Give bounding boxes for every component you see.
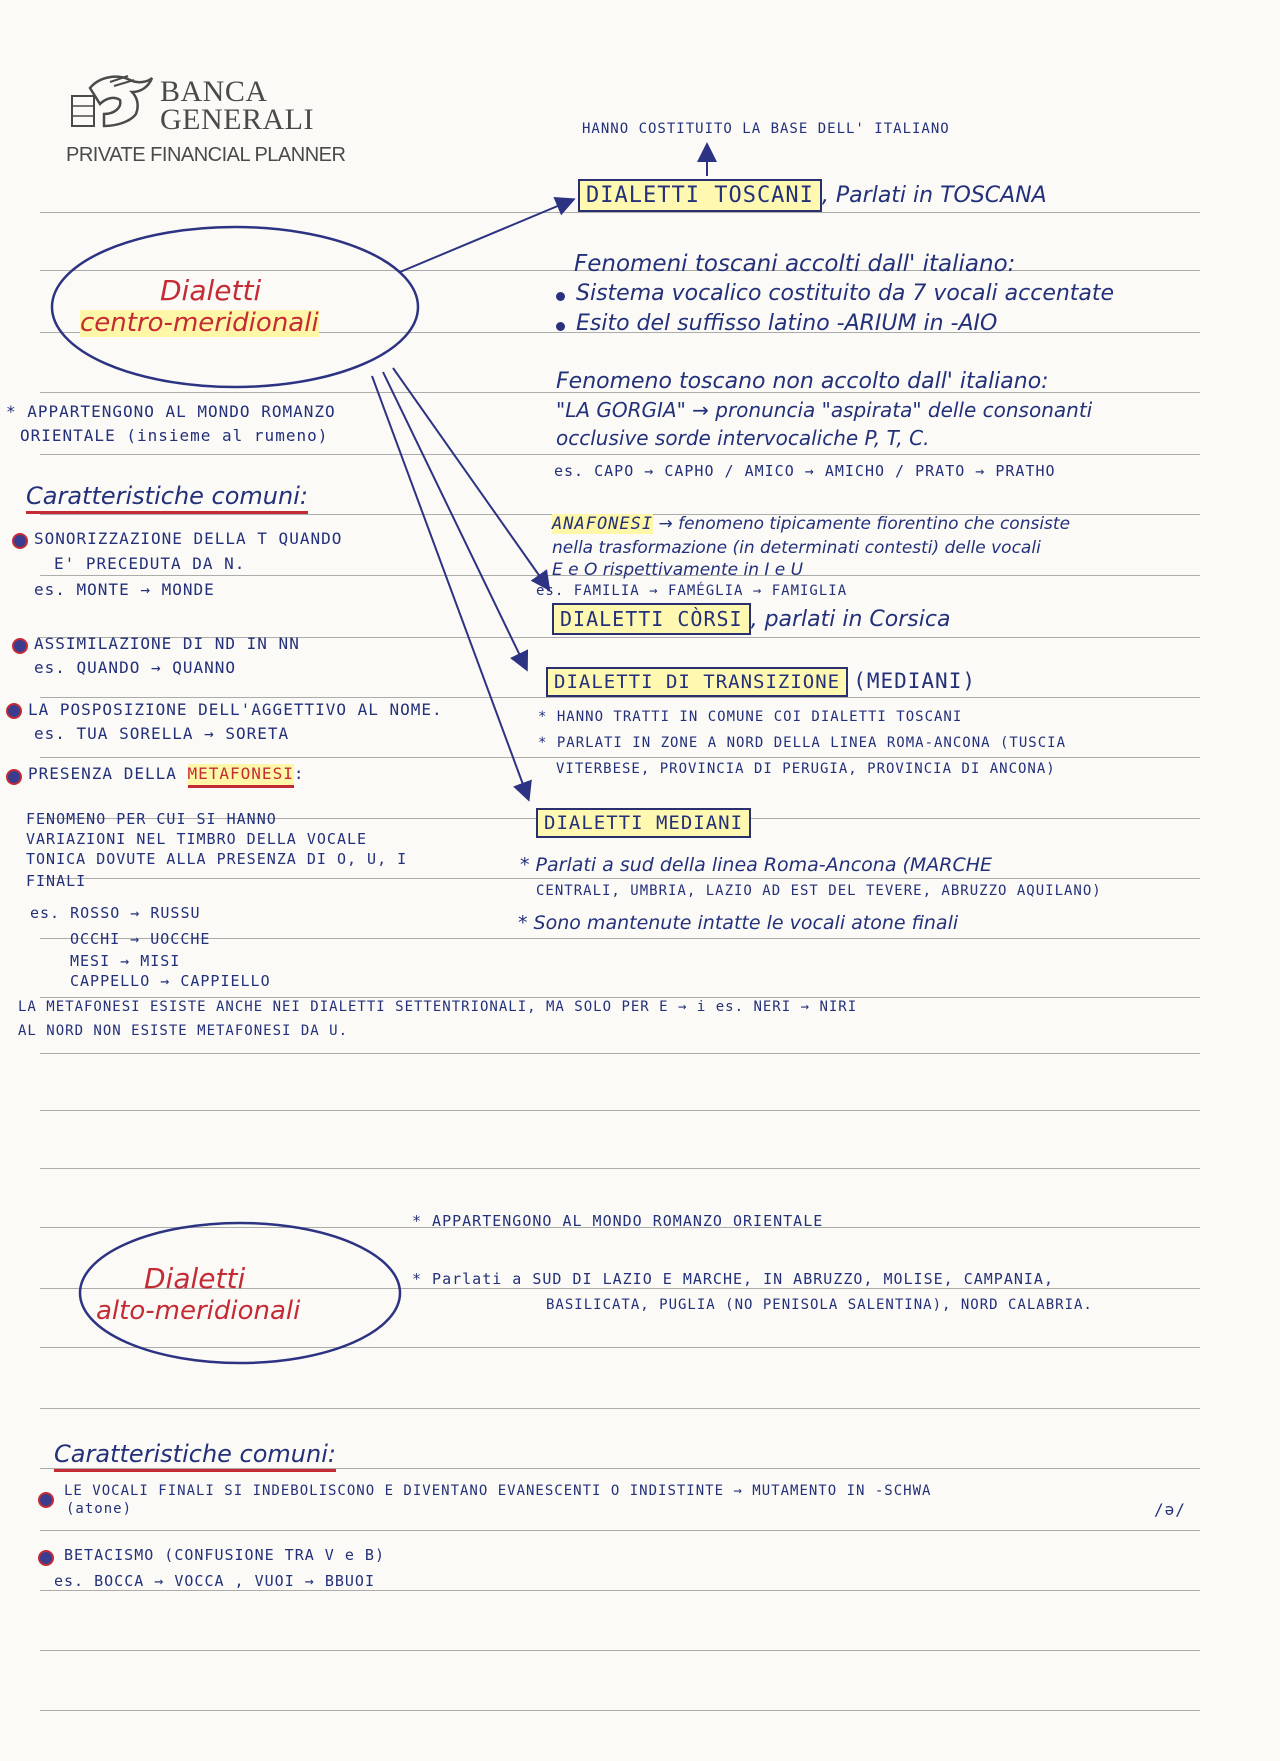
meta-note-2: AL NORD NON ESISTE METAFONESI DA U.	[18, 1023, 349, 1039]
meta-note-1: LA METAFONESI ESISTE ANCHE NEI DIALETTI SETTENTRIONALI, MA SOLO PER E → i es. NERI → NIRI	[18, 999, 858, 1015]
mediani-box: DIALETTI MEDIANI	[536, 808, 751, 838]
toscani-after: , Parlati in TOSCANA	[821, 183, 1047, 208]
accolti-title: Fenomeni toscani accolti dall' italiano:	[574, 251, 1016, 277]
toscani-box: DIALETTI TOSCANI	[578, 179, 822, 212]
mediani-note-2: CENTRALI, UMBRIA, LAZIO AD EST DEL TEVERE, ABRUZZO AQUILANO)	[536, 883, 1102, 899]
arrow-to-transizione	[383, 372, 526, 668]
transizione-note-1: * HANNO TRATTI IN COMUNE COI DIALETTI TOSCANI	[538, 709, 963, 725]
alto-feat1-line-b: (atone)	[66, 1501, 133, 1517]
meta-example-2: OCCHI → UOCCHE	[70, 930, 211, 948]
bullet-icon	[14, 640, 26, 652]
feat1-line-c: es. MONTE → MONDE	[34, 580, 215, 599]
meta-def-1: FENOMENO PER CUI SI HANNO	[26, 810, 277, 828]
mediani-note-3: * Sono mantenute intatte le vocali atone finali	[518, 912, 959, 934]
feat4-post: :	[293, 764, 305, 783]
feat2-line-b: es. QUANDO → QUANNO	[34, 658, 237, 677]
mediani-line	[536, 814, 751, 834]
arrow-to-mediani	[372, 376, 528, 798]
transizione-after: (MEDIANI)	[853, 669, 976, 693]
arrow-to-toscani	[400, 200, 572, 272]
bullet-icon	[40, 1552, 52, 1564]
feat3-line-b: es. TUA SORELLA → SORETA	[34, 724, 290, 743]
transizione-box: DIALETTI DI TRANSIZIONE	[546, 667, 848, 697]
left-note-line1: * APPARTENGONO AL MONDO ROMANZO	[6, 402, 336, 421]
accolti-item-2: Esito del suffisso latino -ARIUM in -AIO	[576, 311, 998, 336]
anafonesi-line-2: nella trasformazione (in determinati contesti) delle vocali	[552, 538, 1041, 558]
alto-feat1-schwa: /ə/	[1154, 1500, 1186, 1519]
feat2-line-a: ASSIMILAZIONE DI ND IN NN	[34, 634, 300, 653]
alto-note-2b: BASILICATA, PUGLIA (NO PENISOLA SALENTINA), NORD CALABRIA.	[546, 1297, 1093, 1313]
meta-def-4: FINALI	[26, 872, 87, 890]
alto-feat1-line-a: LE VOCALI FINALI SI INDEBOLISCONO E DIVENTANO EVANESCENTI O INDISTINTE → MUTAMENTO IN -SCHWA	[64, 1483, 932, 1499]
anafonesi-line-1	[552, 516, 1070, 534]
corsi-after: , parlati in Corsica	[750, 607, 951, 632]
metafonesi-highlight: METAFONESI	[188, 764, 294, 788]
gorgia-line-2: occlusive sorde intervocaliche P, T, C.	[556, 426, 930, 450]
anafonesi-def: → fenomeno tipicamente fiorentino che consiste	[653, 514, 1071, 534]
circle-centro-meridionali	[52, 227, 418, 387]
alto-note-2a: * Parlati a SUD DI LAZIO E MARCHE, IN ABRUZZO, MOLISE, CAMPANIA,	[412, 1270, 1054, 1288]
logo-title-line2: GENERALI	[160, 103, 314, 136]
bullet-icon	[8, 705, 20, 717]
logo-subtitle: PRIVATE FINANCIAL PLANNER	[66, 144, 346, 166]
left-note-line2: ORIENTALE (insieme al rumeno)	[20, 426, 329, 445]
corsi-line	[552, 608, 950, 631]
feat1-line-b: E' PRECEDUTA DA N.	[54, 554, 246, 573]
features-title-1: Caratteristiche comuni:	[26, 484, 308, 514]
meta-example-3: MESI → MISI	[70, 952, 181, 970]
circle2-title-line1: Dialetti	[144, 1262, 246, 1295]
toscani-line	[578, 182, 1047, 207]
circle1-title-line2: centro-meridionali	[80, 308, 319, 338]
accolti-item-1: Sistema vocalico costituito da 7 vocali accentate	[576, 281, 1115, 306]
bullet-icon	[40, 1494, 52, 1506]
anafonesi-highlight: ANAFONESI	[552, 514, 654, 534]
feat4-pre: PRESENZA DELLA	[28, 764, 177, 783]
gorgia-example: es. CAPO → CAPHO / AMICO → AMICHO / PRATO → PRATHO	[554, 462, 1056, 480]
feat3-line-a: LA POSPOSIZIONE DELL'AGGETTIVO AL NOME.	[28, 700, 443, 719]
meta-def-2: VARIAZIONI NEL TIMBRO DELLA VOCALE	[26, 830, 368, 848]
circle2-title-line2: alto-meridionali	[96, 1296, 301, 1326]
bullet-icon	[556, 322, 565, 331]
anafonesi-example: es. FAMILIA → FAMÉGLIA → FAMIGLIA	[536, 583, 848, 599]
transizione-line	[546, 670, 976, 693]
meta-def-3: TONICA DOVUTE ALLA PRESENZA DI O, U, I	[26, 850, 408, 868]
bullet-icon	[8, 771, 20, 783]
base-italiano-note: HANNO COSTITUITO LA BASE DELL' ITALIANO	[582, 121, 950, 137]
logo-title-line1: BANCA	[160, 75, 268, 108]
alto-feat2-line-b: es. BOCCA → VOCCA , VUOI → BBUOI	[54, 1572, 375, 1590]
circle1-title-line1: Dialetti	[160, 274, 262, 307]
non-accolto-title: Fenomeno toscano non accolto dall' italiano:	[556, 369, 1049, 394]
features-title-2: Caratteristiche comuni:	[54, 1442, 336, 1472]
feat4-line	[28, 766, 304, 783]
bullet-icon	[556, 292, 565, 301]
anafonesi-line-3: E e O rispettivamente in I e U	[552, 560, 804, 580]
alto-feat2-line-a: BETACISMO (CONFUSIONE TRA V e B)	[64, 1546, 385, 1564]
transizione-note-2: * PARLATI IN ZONE A NORD DELLA LINEA ROMA-ANCONA (TUSCIA	[538, 735, 1067, 751]
meta-example-1: es. ROSSO → RUSSU	[30, 904, 201, 922]
meta-example-4: CAPPELLO → CAPPIELLO	[70, 972, 271, 990]
transizione-note-3: VITERBESE, PROVINCIA DI PERUGIA, PROVINCIA DI ANCONA)	[556, 761, 1056, 777]
corsi-box: DIALETTI CÒRSI	[552, 603, 751, 635]
feat1-line-a: SONORIZZAZIONE DELLA T QUANDO	[34, 529, 343, 548]
alto-note-1: * APPARTENGONO AL MONDO ROMANZO ORIENTALE	[412, 1212, 824, 1230]
gorgia-line-1: "LA GORGIA" → pronuncia "aspirata" delle consonanti	[556, 398, 1093, 422]
bullet-icon	[14, 535, 26, 547]
mediani-note-1: * Parlati a sud della linea Roma-Ancona (MARCHE	[520, 854, 993, 876]
